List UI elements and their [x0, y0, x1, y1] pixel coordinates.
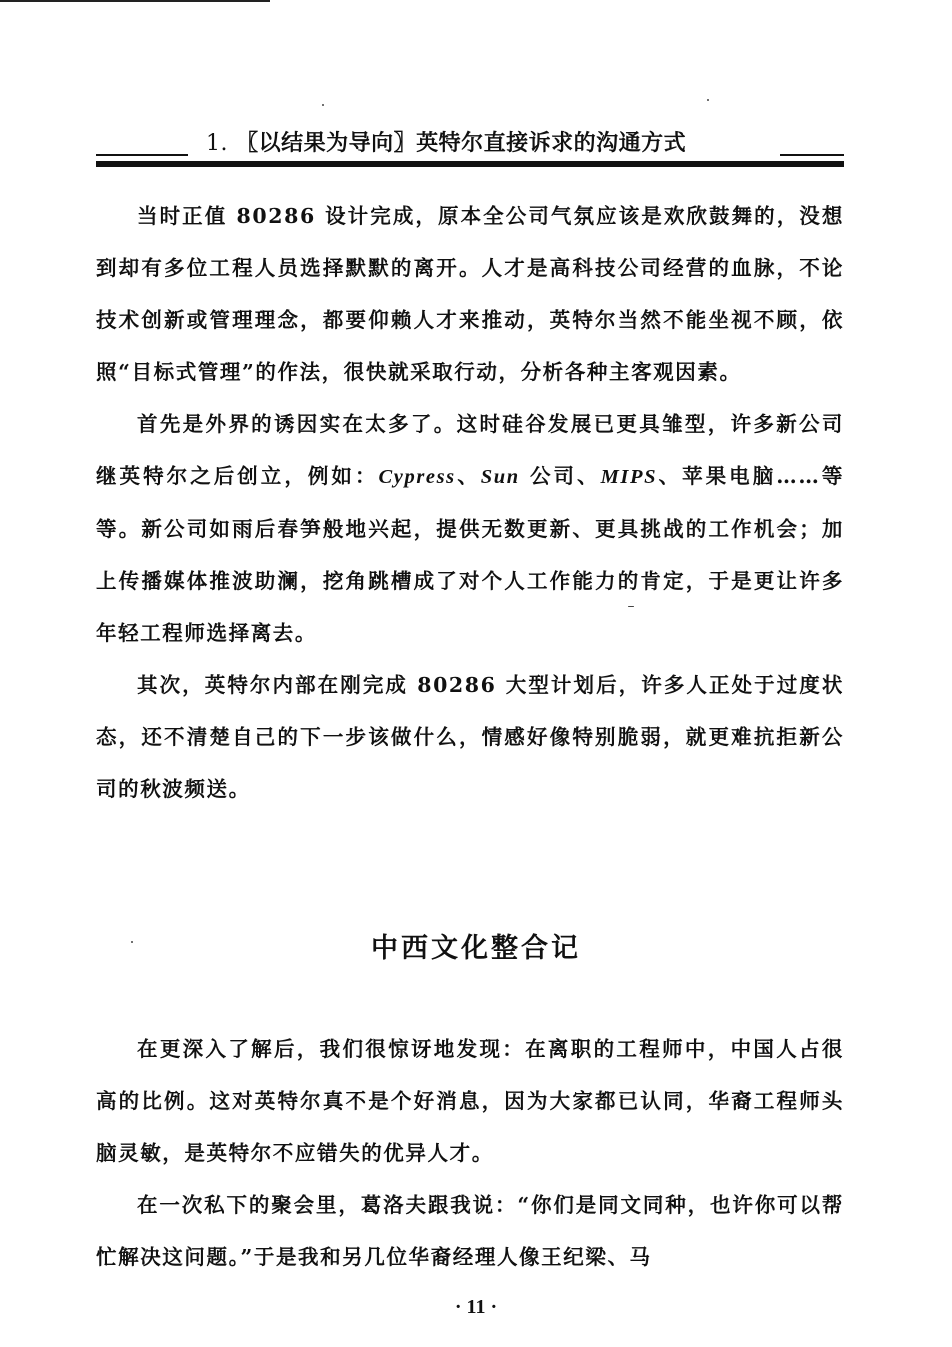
scan-speck — [707, 99, 709, 101]
section-two-body — [96, 1023, 844, 1283]
header-rule-left — [96, 154, 188, 156]
company-name: Cypress — [378, 466, 456, 488]
chapter-title: 〖以结果为导向〗英特尔直接诉求的沟通方式 — [236, 131, 687, 156]
separator: 、 — [455, 464, 481, 488]
company-name: MIPS — [600, 466, 658, 488]
company-name: Sun — [480, 466, 520, 488]
top-edge-rule — [0, 0, 270, 2]
chapter-heading — [206, 126, 686, 157]
section-heading: 中西文化整合记 — [371, 933, 581, 964]
paragraph — [96, 398, 844, 659]
separator: 公司、 — [519, 464, 601, 488]
paragraph: 在更深入了解后，我们很惊讶地发现：在离职的工程师中，中国人占很高的比例。这对英特尔真不是个好消息，因为大家都已认同，华裔工程师头脑灵敏，是英特尔不应错失的优异人才。 — [96, 1037, 844, 1165]
section-one-body — [96, 190, 844, 815]
scan-speck — [322, 104, 324, 106]
paragraph-text: 、苹果电脑……等等。新公司如雨后春笋般地兴起，提供无数更新、更具挑战的工作机会；加上传播媒体推波助澜，挖角跳槽成了对个人工作能力的肯定，于是更让许多年轻工程师选择离去。 — [96, 464, 844, 645]
header-rule-thick — [96, 161, 844, 167]
paragraph: 其次，英特尔内部在刚完成 80286 大型计划后，许多人正处于过度状态，还不清楚自己的下一步该做什么，情感好像特别脆弱，就更难抗拒新公司的秋波频送。 — [96, 673, 844, 801]
paragraph-text: 首先是外界的诱因实在太多了。这时硅谷发展已更具雏型，许多新公司继英特尔之后创立，例如： — [96, 412, 844, 488]
header-rule-right — [780, 154, 844, 156]
paragraph: 当时正值 80286 设计完成，原本全公司气氛应该是欢欣鼓舞的，没想到却有多位工程人员选择默默的离开。人才是高科技公司经营的血脉，不论技术创新或管理理念，都要仰赖人才来推动，英特尔当然不能坐视不顾，依照“目标式管理”的作法，很快就采取行动，分析各种主客观因素。 — [96, 204, 844, 384]
chapter-number: 1. — [206, 131, 228, 156]
running-header — [96, 126, 844, 176]
paragraph: 在一次私下的聚会里，葛洛夫跟我说：“你们是同文同种，也许你可以帮忙解决这问题。”于是我和另几位华裔经理人像王纪梁、马 — [96, 1193, 844, 1269]
page-number: · 11 · — [454, 1296, 498, 1318]
